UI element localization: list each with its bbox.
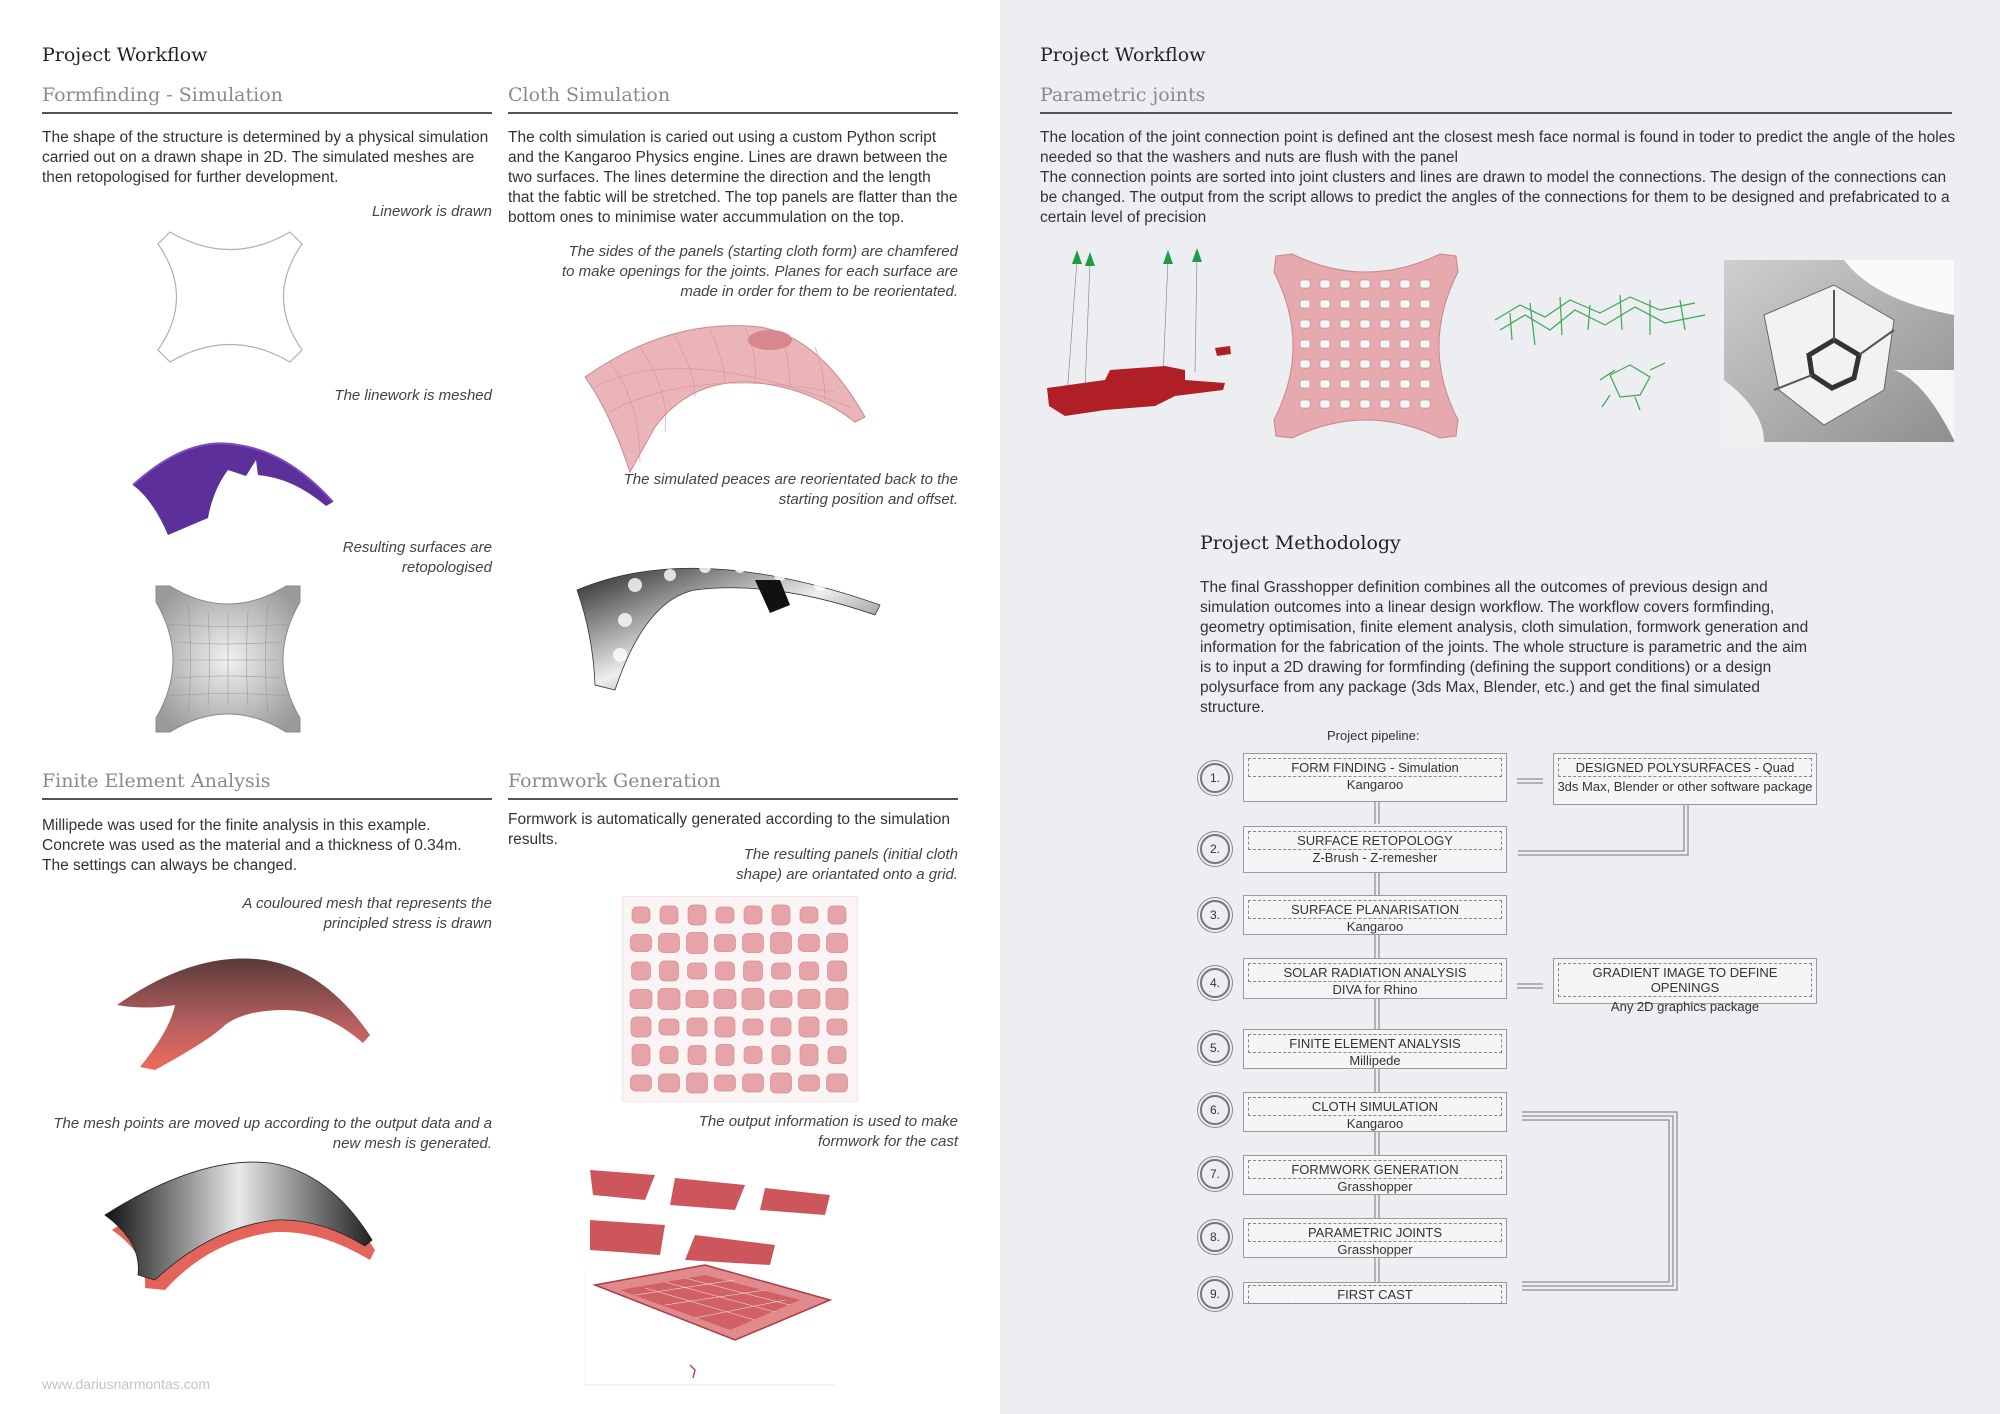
joint-cluster-mark [1340,380,1350,388]
joint-cluster-mark [1420,280,1430,288]
caption-mesh-points-moved: The mesh points are moved up according to the output data and a new mesh is generated. [53,1115,492,1152]
formwork-image [585,1160,835,1390]
joints-body-2: The connection points are sorted into joint clusters and lines are drawn to model the connections. The design of the connections can be changed. The output from the script allows to predict the angles of the connections for them to be designed and prefabricated to a certain level of precision [1040,169,1950,226]
grid-panel [632,1045,650,1066]
grid-panel [744,1047,762,1064]
pipeline-step-surface-planarisation [1243,895,1507,935]
grid-panel [660,906,678,924]
pipeline-step-form-finding [1243,753,1507,802]
step-number: 4. [1200,968,1230,998]
grid-panel [631,1075,652,1091]
joint-cluster-mark [1380,380,1390,388]
joint-cluster-mark [1320,300,1330,308]
joint-cluster-mark [1340,320,1350,328]
joint-normals-image [1045,248,1240,428]
joint-cluster-mark [1360,300,1370,308]
step-title: SURFACE RETOPOLOGY [1248,831,1502,850]
joints-body-1: The location of the joint connection point is defined ant the closest mesh face normal is found in toder to predict the angle of the holes needed so that the washers and nuts are flush with the panel [1040,129,1956,166]
joint-connections-image [1490,285,1715,415]
joint-cluster-mark [1320,400,1330,408]
joint-cluster-mark [1340,400,1350,408]
grid-panel [688,905,706,925]
joint-cluster-mark [1360,320,1370,328]
caption-linework-meshed: The linework is meshed [334,387,492,404]
joint-cluster-mark [1340,360,1350,368]
step-software: Kangaroo [1346,777,1404,792]
step-number: 2. [1200,834,1230,864]
joint-cluster-mark [1360,400,1370,408]
side-title: GRADIENT IMAGE TO DEFINE OPENINGS [1558,963,1812,997]
section-heading-formwork: Formwork Generation [508,770,958,800]
grid-panel [798,990,820,1009]
page-title-right: Project Workflow [1040,44,1206,66]
joint-cluster-mark [1400,400,1410,408]
grid-panel [772,905,790,925]
joint-cluster-mark [1420,400,1430,408]
section-heading-cloth: Cloth Simulation [508,84,958,114]
grid-panel [743,1074,764,1092]
step-title: SOLAR RADIATION ANALYSIS [1248,963,1502,982]
generated-mesh-image [100,1160,380,1295]
side-software: Any 2D graphics package [1610,999,1760,1014]
grid-panel [688,1046,706,1065]
grid-panel [714,990,736,1009]
joint-cluster-mark [1360,340,1370,348]
grid-panel [799,1017,819,1037]
joint-cluster-mark [1340,300,1350,308]
grid-panel [800,962,819,980]
pipeline-step-surface-retopology [1243,826,1507,873]
pipeline-step-formwork-generation [1243,1155,1507,1195]
step-software: Z-Brush - Z-remesher [1312,850,1438,865]
panels-grid-image [622,896,858,1102]
page-title: Project Workflow [42,44,208,66]
joint-cluster-mark [1300,300,1310,308]
grid-panel [659,1074,680,1092]
grid-panel [828,906,846,924]
grid-panel [716,962,735,980]
grid-panel [772,963,791,979]
grid-panel [632,962,651,980]
step-software: Kangaroo [1346,1116,1404,1131]
grid-panel [631,1017,651,1037]
step-title: FORM FINDING - Simulation [1248,758,1502,777]
joint-cluster-mark [1360,360,1370,368]
grid-panel [827,1019,847,1035]
section-heading-formfinding: Formfinding - Simulation [42,84,492,114]
grid-panel [715,1075,736,1091]
caption-coloured-mesh: A couloured mesh that represents the principled stress is drawn [242,895,492,932]
grid-panel [827,934,848,953]
joint-render-image [1724,260,1954,442]
step-number: 6. [1200,1095,1230,1125]
grid-panel [800,907,818,923]
caption-panels-grid: The resulting panels (initial cloth shape) are oriantated onto a grid. [736,846,958,883]
fea-body: Millipede was used for the finite analysis in this example. Concrete was used as the material and a thickness of 0.34m. The settings can always be changed. [42,817,462,874]
joint-cluster-mark [1420,320,1430,328]
caption-retopologised: Resulting surfaces are retopologised [342,539,492,576]
step-number: 5. [1200,1033,1230,1063]
step-number: 9. [1200,1279,1230,1309]
pipeline-step-first-cast [1243,1282,1507,1304]
joint-cluster-mark [1400,360,1410,368]
joint-cluster-mark [1380,280,1390,288]
step-software: DIVA for Rhino [1332,982,1418,997]
grid-panel [771,1018,791,1036]
caption-reorientated: The simulated peaces are reorientated back to the starting position and offset. [623,471,958,508]
step-software: Grasshopper [1337,1179,1413,1194]
offset-pieces-image [575,545,885,695]
grid-panel [688,963,707,979]
joint-cluster-mark [1400,380,1410,388]
formfinding-body: The shape of the structure is determined by a physical simulation carried out on a drawn shape in 2D. The simulated meshes are then retopologised for further development. [42,129,489,186]
methodology-heading: Project Methodology [1200,532,1401,554]
website-url[interactable]: www.dariusnarmontas.com [42,1376,211,1392]
step-title: SURFACE PLANARISATION [1248,900,1502,919]
grid-panel [826,989,848,1010]
joint-cluster-mark [1380,400,1390,408]
step-number: 3. [1200,900,1230,930]
step-software: Grasshopper [1337,1242,1413,1257]
grid-panel [716,1045,734,1066]
caption-chamfered-panels: The sides of the panels (starting cloth form) are chamfered to make openings for the joints. Planes for each surface are made in order for them to be reorientated. [561,243,958,300]
linework-outline-image [150,222,310,372]
step-software: Millipede [1349,1053,1401,1068]
pipeline-side-gradient-image [1553,958,1817,1014]
step-number: 1. [1200,763,1230,793]
joint-cluster-mark [1420,340,1430,348]
grid-panel [660,1047,678,1064]
joint-cluster-mark [1400,340,1410,348]
grid-panel [687,933,708,954]
pipeline-side-designed-polysurfaces [1553,753,1817,805]
side-software: 3ds Max, Blender or other software package [1557,779,1813,794]
grid-panel [687,1018,707,1036]
grid-panel [771,1073,792,1093]
formwork-body: Formwork is automatically generated according to the simulation results. [508,811,950,848]
pipeline-step-finite-element [1243,1029,1507,1069]
grid-panel [743,934,764,953]
pipeline-step-cloth-simulation [1243,1092,1507,1132]
grid-panel [743,1019,763,1035]
grid-panel [659,934,680,953]
section-heading-fea: Finite Element Analysis [42,770,492,800]
grid-panel [744,906,762,924]
joint-cluster-mark [1400,320,1410,328]
grid-panel [771,933,792,954]
joint-cluster-mark [1300,380,1310,388]
joint-cluster-mark [1420,300,1430,308]
methodology-body: The final Grasshopper definition combines all the outcomes of previous design and simulation outcomes into a linear design workflow. The workflow covers formfinding, geometry optimisation, finite element analysis, cloth simulation, formwork generation and information for the fabrication of the joints. The whole structure is parametric and the aim is to input a 2D drawing for formfinding (defining the support conditions) or a design polysurface from any package (3ds Max, Blender, etc.) and get the final simulated structure. [1200,579,1809,716]
grid-panel [687,1073,708,1093]
cloth-panels-image [580,312,870,482]
cloth-body: The colth simulation is caried out using a custom Python script and the Kangaroo Physics engine. Lines are drawn between the two surfaces. The lines determine the direction and the length that the fabtic will be stretched. The top panels are flatter than the bottom ones to minimise water accummulation on the top. [508,129,958,226]
step-number: 7. [1200,1159,1230,1189]
pipeline-step-solar-radiation [1243,958,1507,999]
step-number: 8. [1200,1222,1230,1252]
joint-cluster-mark [1400,280,1410,288]
grid-panel [799,935,820,952]
grid-panel [659,1019,679,1035]
joint-cluster-mark [1300,280,1310,288]
grid-panel [658,989,680,1010]
grid-panel [715,1017,735,1037]
caption-formwork-cast: The output information is used to make formwork for the cast [698,1113,958,1150]
pipeline-label: Project pipeline: [1327,728,1420,743]
joint-cluster-mark [1380,300,1390,308]
joint-cluster-mark [1400,300,1410,308]
grid-panel [630,990,652,1009]
grid-panel [799,1075,820,1091]
joint-cluster-mark [1340,280,1350,288]
grid-panel [660,961,679,981]
joint-cluster-mark [1320,320,1330,328]
right-page [1000,0,2000,1414]
joint-cluster-mark [1360,280,1370,288]
step-title: FINITE ELEMENT ANALYSIS [1248,1034,1502,1053]
grid-panel [800,1045,818,1066]
stress-mesh-image [115,955,375,1075]
joint-cluster-mark [1320,380,1330,388]
joint-cluster-mark [1380,320,1390,328]
grid-panel [770,991,792,1008]
joint-cluster-mark [1420,380,1430,388]
pipeline-step-parametric-joints [1243,1218,1507,1258]
step-software: Kangaroo [1346,919,1404,934]
joint-cluster-mark [1360,380,1370,388]
grid-panel [828,961,847,981]
grid-panel [632,907,650,923]
caption-linework-drawn: Linework is drawn [371,203,492,220]
joint-cluster-mark [1380,360,1390,368]
grid-panel [716,907,734,923]
joint-cluster-mark [1300,340,1310,348]
grid-panel [828,1047,846,1064]
step-title: CLOTH SIMULATION [1248,1097,1502,1116]
meshed-surface-image [128,440,348,540]
retopologised-surface-image [148,584,308,736]
grid-panel [686,991,708,1008]
grid-panel [715,935,736,952]
grid-panel [744,961,763,981]
joint-cluster-mark [1380,340,1390,348]
grid-panel [827,1074,848,1092]
step-title: FIRST CAST [1248,1285,1502,1304]
grid-panel [772,1046,790,1065]
joint-cluster-mark [1300,320,1310,328]
joint-cluster-mark [1420,360,1430,368]
joint-cluster-mark [1320,360,1330,368]
section-heading-joints: Parametric joints [1040,84,1952,114]
step-title: PARAMETRIC JOINTS [1248,1223,1502,1242]
joint-cluster-mark [1300,360,1310,368]
grid-panel [631,935,652,952]
joint-cluster-mark [1340,340,1350,348]
joint-cluster-mark [1320,340,1330,348]
side-title: DESIGNED POLYSURFACES - Quad [1558,758,1812,777]
grid-panel [742,989,764,1010]
joint-cluster-mark [1320,280,1330,288]
joint-cluster-mark [1300,400,1310,408]
joint-clusters-image [1270,250,1462,442]
step-title: FORMWORK GENERATION [1248,1160,1502,1179]
